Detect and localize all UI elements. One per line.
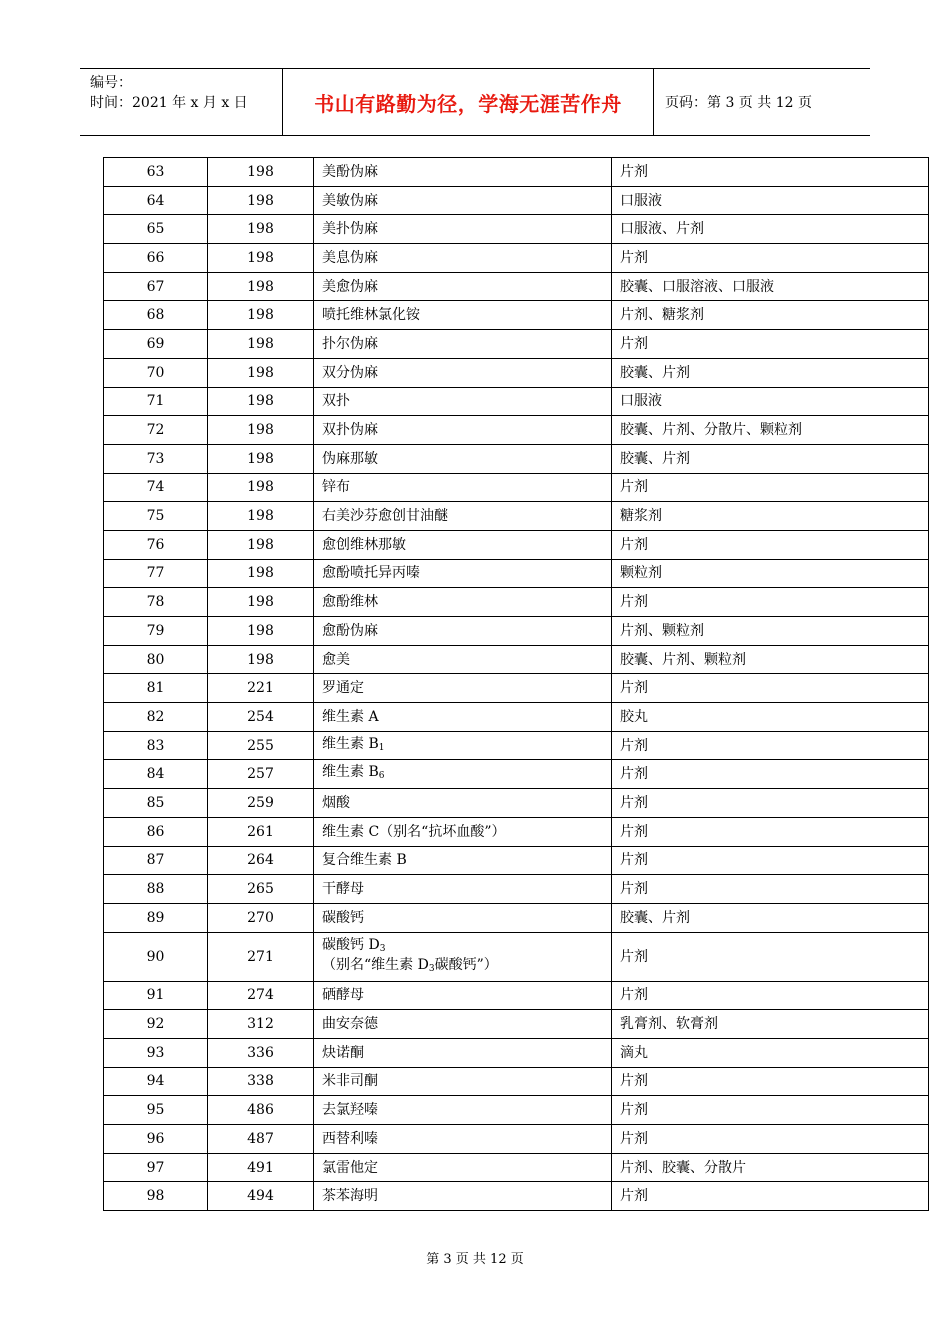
row-number-cell: 84 <box>104 760 208 789</box>
drug-alias-subscript: 3 <box>428 963 435 974</box>
header-meta <box>80 69 282 135</box>
category-code-cell: 221 <box>208 674 314 703</box>
dosage-form-cell: 乳膏剂、软膏剂 <box>612 1010 929 1039</box>
table-row <box>104 789 929 818</box>
category-code-cell: 487 <box>208 1125 314 1154</box>
row-number-cell: 63 <box>104 158 208 187</box>
drug-name-text: 维生素 B <box>322 764 379 781</box>
drug-alias-tail: 碳酸钙”） <box>434 956 498 973</box>
table-row <box>104 416 929 445</box>
drug-name-cell: 愈酚伪麻 <box>314 617 612 646</box>
category-code-cell: 198 <box>208 358 314 387</box>
drug-name-cell <box>314 932 612 981</box>
row-number-cell: 73 <box>104 444 208 473</box>
row-number-cell: 69 <box>104 330 208 359</box>
row-number-cell: 97 <box>104 1153 208 1182</box>
drug-name-cell: 美酚伪麻 <box>314 158 612 187</box>
row-number-cell: 79 <box>104 617 208 646</box>
drug-name-cell: 右美沙芬愈创甘油醚 <box>314 502 612 531</box>
row-number-cell: 92 <box>104 1010 208 1039</box>
dosage-form-cell: 片剂、糖浆剂 <box>612 301 929 330</box>
drug-name-cell: 喷托维林氯化铵 <box>314 301 612 330</box>
category-code-cell: 198 <box>208 645 314 674</box>
category-code-cell: 261 <box>208 817 314 846</box>
dosage-form-cell: 糖浆剂 <box>612 502 929 531</box>
header-motto: 书山有路勤为径，学海无涯苦作舟 <box>282 69 654 135</box>
drug-name-text: 碳酸钙 D <box>322 936 380 953</box>
row-number-cell: 72 <box>104 416 208 445</box>
table-row <box>104 301 929 330</box>
drug-name-subscript: 6 <box>378 771 385 782</box>
drug-name-cell: 双扑伪麻 <box>314 416 612 445</box>
table-row <box>104 1153 929 1182</box>
drug-name-subscript: 3 <box>379 943 386 954</box>
drug-name-subscript: 1 <box>378 742 385 753</box>
row-number-cell: 91 <box>104 981 208 1010</box>
dosage-form-cell: 胶囊、口服溶液、口服液 <box>612 272 929 301</box>
dosage-form-cell: 片剂、胶囊、分散片 <box>612 1153 929 1182</box>
table-row <box>104 387 929 416</box>
category-code-cell: 198 <box>208 588 314 617</box>
row-number-cell: 74 <box>104 473 208 502</box>
dosage-form-cell: 胶囊、片剂 <box>612 444 929 473</box>
category-code-cell: 198 <box>208 502 314 531</box>
dosage-form-cell: 片剂 <box>612 932 929 981</box>
category-code-cell: 494 <box>208 1182 314 1211</box>
category-code-cell: 257 <box>208 760 314 789</box>
table-row <box>104 1067 929 1096</box>
row-number-cell: 78 <box>104 588 208 617</box>
drug-name-cell: 罗通定 <box>314 674 612 703</box>
row-number-cell: 64 <box>104 186 208 215</box>
category-code-cell: 338 <box>208 1067 314 1096</box>
row-number-cell: 80 <box>104 645 208 674</box>
category-code-cell: 274 <box>208 981 314 1010</box>
category-code-cell: 198 <box>208 215 314 244</box>
category-code-cell: 198 <box>208 617 314 646</box>
row-number-cell: 86 <box>104 817 208 846</box>
row-number-cell: 82 <box>104 703 208 732</box>
row-number-cell: 70 <box>104 358 208 387</box>
row-number-cell: 90 <box>104 932 208 981</box>
date-label: 时间：2021 年 x 月 x 日 <box>90 95 248 111</box>
category-code-cell: 312 <box>208 1010 314 1039</box>
drug-name-cell: 扑尔伪麻 <box>314 330 612 359</box>
dosage-form-cell: 胶囊、片剂、分散片、颗粒剂 <box>612 416 929 445</box>
dosage-form-cell: 片剂 <box>612 1096 929 1125</box>
category-code-cell: 254 <box>208 703 314 732</box>
category-code-cell: 198 <box>208 186 314 215</box>
row-number-cell: 68 <box>104 301 208 330</box>
dosage-form-cell: 口服液 <box>612 387 929 416</box>
drug-name-cell <box>314 760 612 789</box>
category-code-cell: 198 <box>208 530 314 559</box>
drug-name-cell: 美息伪麻 <box>314 244 612 273</box>
category-code-cell: 198 <box>208 244 314 273</box>
category-code-cell: 198 <box>208 387 314 416</box>
row-number-cell: 83 <box>104 731 208 760</box>
drug-name-cell: 双分伪麻 <box>314 358 612 387</box>
table-row <box>104 186 929 215</box>
dosage-form-cell: 口服液、片剂 <box>612 215 929 244</box>
row-number-cell: 77 <box>104 559 208 588</box>
drug-name-cell: 去氯羟嗪 <box>314 1096 612 1125</box>
row-number-cell: 76 <box>104 530 208 559</box>
row-number-cell: 95 <box>104 1096 208 1125</box>
table-row <box>104 158 929 187</box>
table-row <box>104 617 929 646</box>
dosage-form-cell: 片剂 <box>612 330 929 359</box>
row-number-cell: 65 <box>104 215 208 244</box>
row-number-cell: 67 <box>104 272 208 301</box>
category-code-cell: 271 <box>208 932 314 981</box>
category-code-cell: 486 <box>208 1096 314 1125</box>
table-row <box>104 846 929 875</box>
drug-name-cell: 干酵母 <box>314 875 612 904</box>
drug-name-cell: 复合维生素 B <box>314 846 612 875</box>
category-code-cell: 198 <box>208 444 314 473</box>
row-number-cell: 75 <box>104 502 208 531</box>
category-code-cell: 198 <box>208 272 314 301</box>
table-row <box>104 530 929 559</box>
drug-name-cell: 双扑 <box>314 387 612 416</box>
category-code-cell: 264 <box>208 846 314 875</box>
table-row <box>104 244 929 273</box>
table-row <box>104 645 929 674</box>
table-row <box>104 903 929 932</box>
table-row <box>104 981 929 1010</box>
drug-name-cell: 愈酚喷托异丙嗪 <box>314 559 612 588</box>
drug-name-cell: 茶苯海明 <box>314 1182 612 1211</box>
drug-alias-text: （别名“维生素 D <box>322 956 429 973</box>
document-header <box>80 68 870 136</box>
drug-name-cell: 伪麻那敏 <box>314 444 612 473</box>
drug-name-text: 维生素 B <box>322 735 379 752</box>
dosage-form-cell: 口服液 <box>612 186 929 215</box>
category-code-cell: 198 <box>208 330 314 359</box>
drug-name-cell: 愈美 <box>314 645 612 674</box>
header-page-label: 页码：第 3 页 共 12 页 <box>665 95 812 111</box>
drug-name-cell: 美扑伪麻 <box>314 215 612 244</box>
table-row <box>104 1038 929 1067</box>
drug-name-cell: 硒酵母 <box>314 981 612 1010</box>
drug-name-cell: 维生素 A <box>314 703 612 732</box>
category-code-cell: 270 <box>208 903 314 932</box>
table-row <box>104 1010 929 1039</box>
page-footer: 第 3 页 共 12 页 <box>426 1252 524 1267</box>
drug-name-cell: 曲安奈德 <box>314 1010 612 1039</box>
category-code-cell: 491 <box>208 1153 314 1182</box>
category-code-cell: 198 <box>208 473 314 502</box>
table-row <box>104 215 929 244</box>
dosage-form-cell: 片剂 <box>612 244 929 273</box>
drug-name-cell <box>314 731 612 760</box>
row-number-cell: 88 <box>104 875 208 904</box>
table-row <box>104 1182 929 1211</box>
table-row <box>104 760 929 789</box>
table-row <box>104 817 929 846</box>
category-code-cell: 198 <box>208 301 314 330</box>
dosage-form-cell: 胶丸 <box>612 703 929 732</box>
category-code-cell: 198 <box>208 416 314 445</box>
drug-name-cell: 炔诺酮 <box>314 1038 612 1067</box>
row-number-cell: 94 <box>104 1067 208 1096</box>
table-row <box>104 272 929 301</box>
dosage-form-cell: 滴丸 <box>612 1038 929 1067</box>
dosage-form-cell: 片剂 <box>612 674 929 703</box>
table-row <box>104 588 929 617</box>
row-number-cell: 98 <box>104 1182 208 1211</box>
drug-name-cell: 愈酚维林 <box>314 588 612 617</box>
table-row <box>104 473 929 502</box>
table-row <box>104 444 929 473</box>
drug-name-cell: 锌布 <box>314 473 612 502</box>
row-number-cell: 66 <box>104 244 208 273</box>
dosage-form-cell: 片剂 <box>612 1182 929 1211</box>
category-code-cell: 255 <box>208 731 314 760</box>
table-row <box>104 731 929 760</box>
dosage-form-cell: 胶囊、片剂 <box>612 358 929 387</box>
dosage-form-cell: 颗粒剂 <box>612 559 929 588</box>
dosage-form-cell: 片剂 <box>612 473 929 502</box>
dosage-form-cell: 胶囊、片剂、颗粒剂 <box>612 645 929 674</box>
category-code-cell: 265 <box>208 875 314 904</box>
category-code-cell: 198 <box>208 559 314 588</box>
row-number-cell: 71 <box>104 387 208 416</box>
drug-table <box>103 157 929 1211</box>
dosage-form-cell: 片剂 <box>612 530 929 559</box>
drug-table-body <box>104 158 929 1211</box>
drug-name-cell: 碳酸钙 <box>314 903 612 932</box>
row-number-cell: 85 <box>104 789 208 818</box>
row-number-cell: 81 <box>104 674 208 703</box>
drug-name-cell: 烟酸 <box>314 789 612 818</box>
row-number-cell: 93 <box>104 1038 208 1067</box>
dosage-form-cell: 片剂 <box>612 981 929 1010</box>
dosage-form-cell: 片剂 <box>612 760 929 789</box>
code-label: 编号： <box>90 75 132 91</box>
dosage-form-cell: 片剂 <box>612 1125 929 1154</box>
drug-name-cell: 维生素 C（别名“抗坏血酸”） <box>314 817 612 846</box>
row-number-cell: 87 <box>104 846 208 875</box>
drug-name-cell: 米非司酮 <box>314 1067 612 1096</box>
dosage-form-cell: 胶囊、片剂 <box>612 903 929 932</box>
dosage-form-cell: 片剂 <box>612 846 929 875</box>
dosage-form-cell: 片剂 <box>612 789 929 818</box>
table-row <box>104 674 929 703</box>
category-code-cell: 336 <box>208 1038 314 1067</box>
table-row <box>104 703 929 732</box>
drug-name-cell: 愈创维林那敏 <box>314 530 612 559</box>
dosage-form-cell: 片剂 <box>612 731 929 760</box>
dosage-form-cell: 片剂 <box>612 817 929 846</box>
row-number-cell: 89 <box>104 903 208 932</box>
drug-name-cell: 氯雷他定 <box>314 1153 612 1182</box>
table-row <box>104 559 929 588</box>
table-row <box>104 1096 929 1125</box>
category-code-cell: 259 <box>208 789 314 818</box>
dosage-form-cell: 片剂 <box>612 1067 929 1096</box>
drug-name-cell: 西替利嗪 <box>314 1125 612 1154</box>
table-row <box>104 932 929 981</box>
table-row <box>104 875 929 904</box>
drug-name-cell: 美愈伪麻 <box>314 272 612 301</box>
drug-name-cell: 美敏伪麻 <box>314 186 612 215</box>
dosage-form-cell: 片剂 <box>612 875 929 904</box>
category-code-cell: 198 <box>208 158 314 187</box>
table-row <box>104 330 929 359</box>
dosage-form-cell: 片剂、颗粒剂 <box>612 617 929 646</box>
dosage-form-cell: 片剂 <box>612 588 929 617</box>
table-row <box>104 358 929 387</box>
dosage-form-cell: 片剂 <box>612 158 929 187</box>
row-number-cell: 96 <box>104 1125 208 1154</box>
table-row <box>104 1125 929 1154</box>
table-row <box>104 502 929 531</box>
